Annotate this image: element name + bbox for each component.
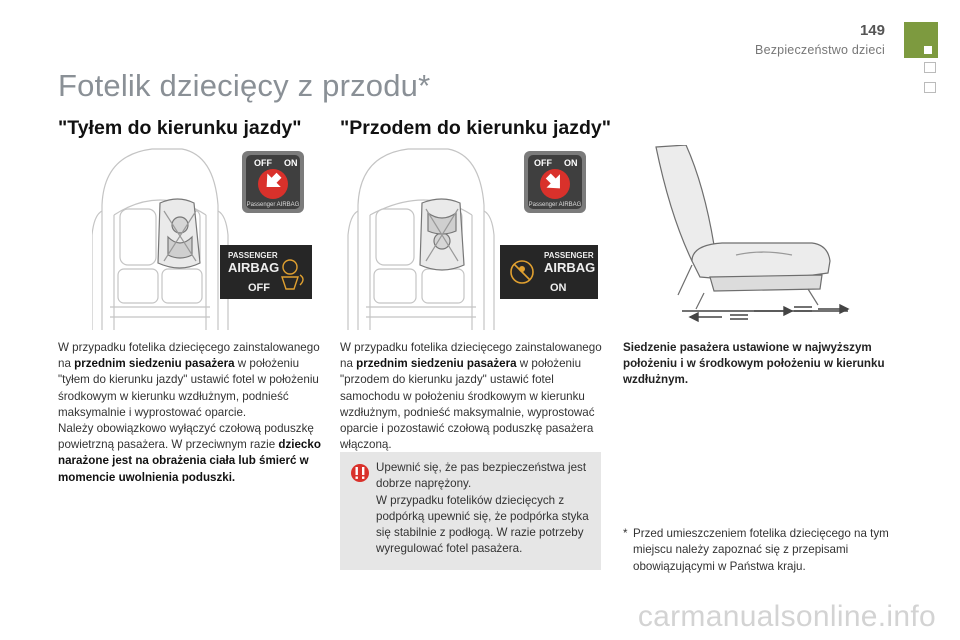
seat-rail-arrows — [682, 305, 848, 321]
forward-facing-illustration — [338, 145, 608, 330]
chapter-tab-empty-1 — [924, 62, 936, 73]
switch-caption: Passenger AIRBAG — [246, 202, 300, 208]
panel-line1: PASSENGER — [228, 251, 278, 260]
rear-facing-p3-bold: dziecko narażone jest na obrażenia ciała lub śmierć w momencie uwolnienia poduszki. — [58, 438, 321, 484]
watermark: carmanualsonline.info — [637, 600, 936, 633]
airbag-indicator-panel-on — [500, 245, 598, 299]
switch-on-label: ON — [564, 158, 578, 168]
warning-box — [340, 452, 601, 570]
rear-facing-p2: w położeniu "tyłem do kierunku jazdy" ustawić fotel w położeniu środkowym w kierunku wzdłużnym, podnieść maksymalnie i wyprostować oparcie. — [58, 357, 319, 419]
seat-side-view-illustration — [652, 145, 852, 325]
switch-on-label: ON — [284, 158, 298, 168]
forward-facing-p1-bold: przednim siedzeniu pasażera — [356, 357, 517, 371]
warning-text — [376, 460, 596, 558]
warning-line2: W przypadku fotelików dziecięcych z podpórką upewnić się, że podpórka styka się stabilnie z podłogą. W razie potrzeby wyregulować fotel pasażera. — [376, 493, 589, 556]
rear-facing-p1: W przypadku fotelika dziecięcego zainstalowanego na — [58, 341, 320, 371]
panel-line2: AIRBAG — [544, 260, 596, 275]
forward-facing-text — [340, 340, 610, 453]
rear-facing-p1-bold: przednim siedzeniu pasażera — [74, 357, 235, 371]
airbag-switch-on — [524, 151, 586, 213]
chapter-tab — [904, 22, 938, 58]
seat-caption: Siedzenie pasażera ustawione w najwyższym położeniu i w środkowym położeniu w kierunku wzdłużnym. — [623, 341, 885, 387]
panel-line1: PASSENGER — [544, 251, 594, 260]
rear-facing-text — [58, 340, 326, 486]
seat-drawing — [656, 145, 830, 309]
child-seat-forward-facing — [420, 199, 464, 270]
chapter-tab-empty-2 — [924, 82, 936, 93]
warning-exclamation-icon — [351, 463, 369, 483]
rear-facing-p3: Należy obowiązkowo wyłączyć czołową poduszkę powietrzną pasażera. W przeciwnym razie — [58, 422, 314, 452]
heading-rear-facing: "Tyłem do kierunku jazdy" — [58, 117, 302, 139]
rear-facing-illustration — [92, 145, 322, 330]
switch-off-label: OFF — [254, 158, 272, 168]
section-name: Bezpieczeństwo dzieci — [755, 43, 885, 57]
forward-facing-p2: w położeniu "przodem do kierunku jazdy" ustawić fotel samochodu w położeniu środkowym w kierunku wzdłużnym, podnieść maksymalnie, wyprostować oparcie i pozostawić czołową poduszkę pasażera włączoną. — [340, 357, 595, 452]
airbag-switch-off — [242, 151, 304, 213]
warning-line1: Upewnić się, że pas bezpieczeństwa jest dobrze naprężony. — [376, 461, 587, 491]
switch-caption: Passenger AIRBAG — [528, 202, 582, 208]
panel-state: OFF — [248, 282, 270, 294]
panel-state: ON — [550, 282, 567, 294]
footnote — [623, 526, 893, 575]
page-title: Fotelik dziecięcy z przodu* — [58, 68, 431, 103]
child-seat-rear-facing — [158, 199, 200, 268]
heading-forward-facing: "Przodem do kierunku jazdy" — [340, 117, 611, 139]
airbag-indicator-panel-off — [220, 245, 312, 299]
footnote-star: * — [623, 527, 628, 540]
switch-off-label: OFF — [534, 158, 552, 168]
footnote-text: Przed umieszczeniem fotelika dziecięcego na tym miejscu należy zapoznać się z przepisami obowiązującymi w Państwa kraju. — [633, 527, 889, 573]
page-number: 149 — [859, 22, 885, 39]
chapter-tab-marker — [924, 46, 932, 54]
forward-facing-p1: W przypadku fotelika dziecięcego zainstalowanego na — [340, 341, 602, 371]
panel-line2: AIRBAG — [228, 260, 280, 275]
